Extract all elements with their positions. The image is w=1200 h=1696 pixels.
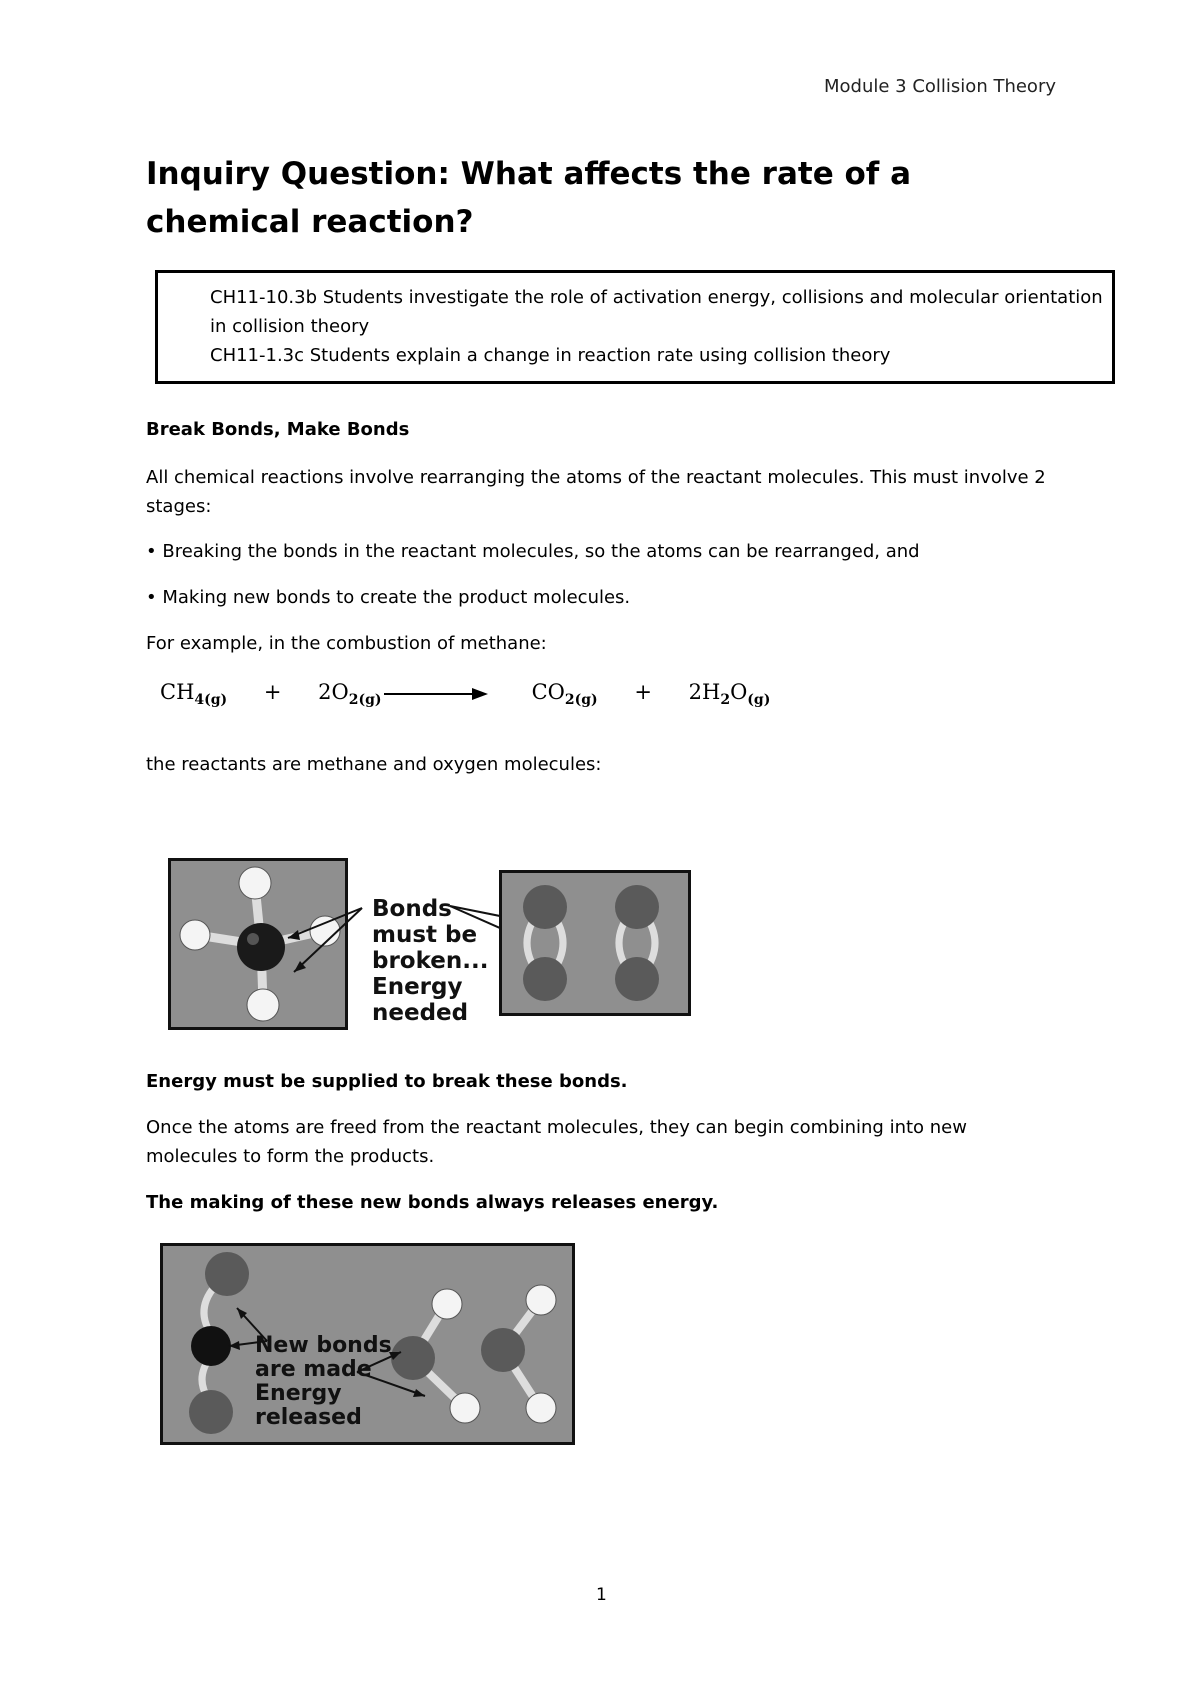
bullet-item: • Making new bonds to create the product molecules. (146, 587, 631, 608)
reaction-arrow-icon (384, 687, 488, 701)
key-point: Energy must be supplied to break these bonds. (146, 1071, 628, 1092)
outcome-line: in collision theory (210, 316, 370, 337)
page-title: Inquiry Question: What affects the rate of a chemical reaction? (146, 156, 912, 240)
section-heading: Break Bonds, Make Bonds (146, 419, 410, 440)
page-header: Module 3 Collision Theory (824, 76, 1056, 97)
oxygen-molecules-icon (502, 873, 688, 1013)
paragraph: All chemical reactions involve rearranging the atoms of the reactant molecules. This must involve 2 (146, 467, 1046, 488)
oxygen-model-image (499, 870, 691, 1016)
paragraph: the reactants are methane and oxygen molecules: (146, 754, 602, 775)
outcome-line: CH11-10.3b Students investigate the role of activation energy, collisions and molecular orientation (210, 287, 1103, 308)
chemical-equation: $CH_{4(g)} + 2O_{2(g)}$ $CO_{2(g)} + 2H_2O_{(g)}$ (160, 680, 771, 709)
syllabus-outcomes-box (155, 270, 1115, 384)
figure-label: New bonds are made Energy released (255, 1333, 392, 1430)
figure-label: Bonds must be broken... Energy needed (372, 896, 489, 1026)
outcome-line: CH11-1.3c Students explain a change in reaction rate using collision theory (210, 345, 891, 366)
paragraph: For example, in the combustion of methane: (146, 633, 547, 654)
paragraph: stages: (146, 496, 212, 517)
page-number: 1 (596, 1585, 607, 1605)
paragraph: Once the atoms are freed from the reactant molecules, they can begin combining into new (146, 1117, 967, 1138)
key-point: The making of these new bonds always releases energy. (146, 1192, 719, 1213)
paragraph: molecules to form the products. (146, 1146, 435, 1167)
bullet-item: • Breaking the bonds in the reactant molecules, so the atoms can be rearranged, and (146, 541, 920, 562)
